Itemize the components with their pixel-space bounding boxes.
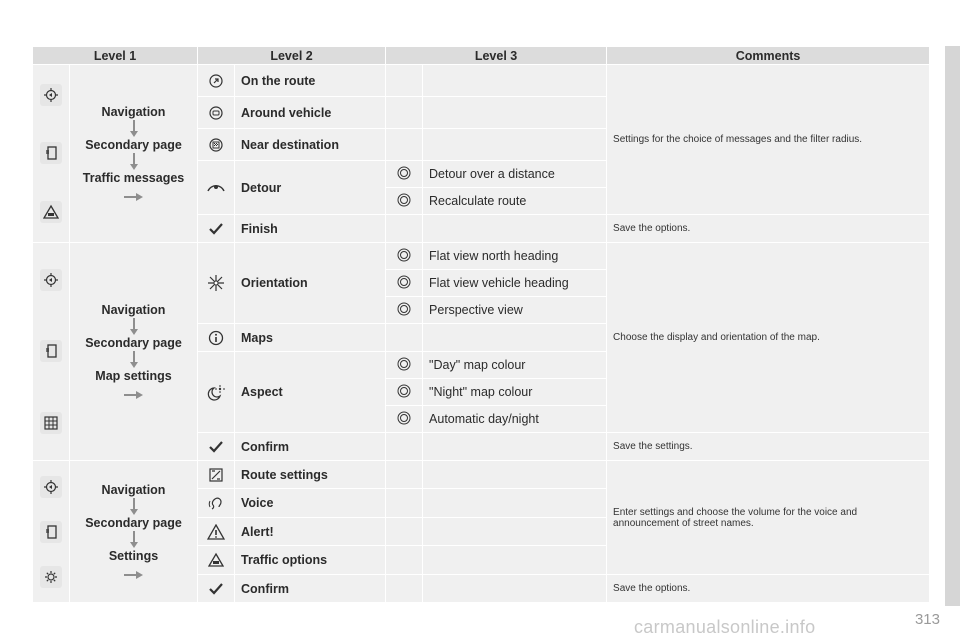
arrow-down-icon — [70, 531, 197, 549]
header-comments: Comments — [607, 47, 930, 65]
level2-orientation[interactable]: Orientation — [235, 243, 386, 324]
check-icon — [198, 215, 235, 243]
radio-icon[interactable] — [386, 379, 423, 406]
map-settings-icon — [40, 412, 62, 434]
table-row — [33, 461, 930, 489]
navigation-icon — [40, 84, 62, 106]
header-level2: Level 2 — [198, 47, 386, 65]
page-number: 313 — [914, 611, 940, 628]
radio-icon[interactable] — [386, 352, 423, 379]
level3-recalculate-route[interactable]: Recalculate route — [423, 188, 607, 215]
comment-traffic-messages: Settings for the choice of messages and the filter radius. — [607, 65, 930, 215]
nav-step-settings: Settings — [108, 549, 159, 563]
detour-icon — [198, 161, 235, 215]
watermark: carmanualsonline.info — [634, 617, 816, 637]
level2-confirm[interactable]: Confirm — [235, 575, 386, 603]
nav-step-secondary-page: Secondary page — [85, 138, 182, 152]
level2-voice[interactable]: Voice — [235, 489, 386, 518]
table-row — [33, 65, 930, 97]
level3-day-colour[interactable]: "Day" map colour — [423, 352, 607, 379]
aspect-icon — [198, 352, 235, 433]
level2-finish[interactable]: Finish — [235, 215, 386, 243]
traffic-messages-icon — [40, 201, 62, 223]
arrow-right-icon — [124, 570, 144, 580]
orientation-icon — [198, 243, 235, 324]
level2-aspect[interactable]: Aspect — [235, 352, 386, 433]
radio-icon[interactable] — [386, 243, 423, 270]
maps-info-icon — [198, 324, 235, 352]
near-destination-icon — [198, 129, 235, 161]
comment-confirm: Save the options. — [607, 575, 930, 603]
level1-icons-cell — [33, 65, 70, 243]
page-edge-strip — [945, 46, 960, 606]
level3-perspective[interactable]: Perspective view — [423, 297, 607, 324]
level2-maps[interactable]: Maps — [235, 324, 386, 352]
traffic-options-icon — [198, 546, 235, 575]
comment-map-settings: Choose the display and orientation of the map. — [607, 243, 930, 433]
level2-near-destination[interactable]: Near destination — [235, 129, 386, 161]
nav-step-traffic-messages: Traffic messages — [82, 171, 185, 185]
radio-icon[interactable] — [386, 270, 423, 297]
arrow-down-icon — [70, 498, 197, 516]
voice-icon — [198, 489, 235, 518]
table-header-row — [33, 47, 930, 65]
navigation-path — [70, 243, 198, 461]
arrow-right-icon — [124, 390, 144, 400]
comment-settings: Enter settings and choose the volume for the voice and announcement of street names. — [607, 461, 930, 575]
nav-step-navigation: Navigation — [101, 303, 166, 317]
settings-icon — [40, 566, 62, 588]
radio-icon[interactable] — [386, 188, 423, 215]
level2-traffic-options[interactable]: Traffic options — [235, 546, 386, 575]
navigation-path — [70, 461, 198, 603]
route-settings-icon — [198, 461, 235, 489]
arrow-right-icon — [124, 192, 144, 202]
arrow-down-icon — [70, 153, 197, 171]
around-vehicle-icon — [198, 97, 235, 129]
level3-detour-over-distance[interactable]: Detour over a distance — [423, 161, 607, 188]
nav-step-navigation: Navigation — [101, 483, 166, 497]
level3-night-colour[interactable]: "Night" map colour — [423, 379, 607, 406]
arrow-down-icon — [70, 318, 197, 336]
check-icon — [198, 575, 235, 603]
nav-step-secondary-page: Secondary page — [85, 336, 182, 350]
nav-step-map-settings: Map settings — [95, 369, 172, 383]
table-row — [33, 243, 930, 270]
level2-detour[interactable]: Detour — [235, 161, 386, 215]
level3-auto-day-night[interactable]: Automatic day/night — [423, 406, 607, 433]
level2-on-the-route[interactable]: On the route — [235, 65, 386, 97]
level2-confirm[interactable]: Confirm — [235, 433, 386, 461]
level1-icons-cell — [33, 461, 70, 603]
radio-icon[interactable] — [386, 297, 423, 324]
check-icon — [198, 433, 235, 461]
radio-icon[interactable] — [386, 406, 423, 433]
navigation-icon — [40, 476, 62, 498]
alert-icon — [198, 518, 235, 546]
secondary-page-icon — [40, 142, 62, 164]
header-level3: Level 3 — [386, 47, 607, 65]
level2-alert[interactable]: Alert! — [235, 518, 386, 546]
nav-step-secondary-page: Secondary page — [85, 516, 182, 530]
comment-finish: Save the options. — [607, 215, 930, 243]
navigation-icon — [40, 269, 62, 291]
navigation-path — [70, 65, 198, 243]
secondary-page-icon — [40, 340, 62, 362]
nav-step-navigation: Navigation — [101, 105, 166, 119]
secondary-page-icon — [40, 521, 62, 543]
settings-table — [32, 46, 930, 603]
level2-route-settings[interactable]: Route settings — [235, 461, 386, 489]
level3-flat-north[interactable]: Flat view north heading — [423, 243, 607, 270]
level3-flat-vehicle[interactable]: Flat view vehicle heading — [423, 270, 607, 297]
level2-around-vehicle[interactable]: Around vehicle — [235, 97, 386, 129]
arrow-down-icon — [70, 351, 197, 369]
on-route-icon — [198, 65, 235, 97]
radio-icon[interactable] — [386, 161, 423, 188]
level1-icons-cell — [33, 243, 70, 461]
header-level1: Level 1 — [33, 47, 198, 65]
arrow-down-icon — [70, 120, 197, 138]
comment-confirm: Save the settings. — [607, 433, 930, 461]
